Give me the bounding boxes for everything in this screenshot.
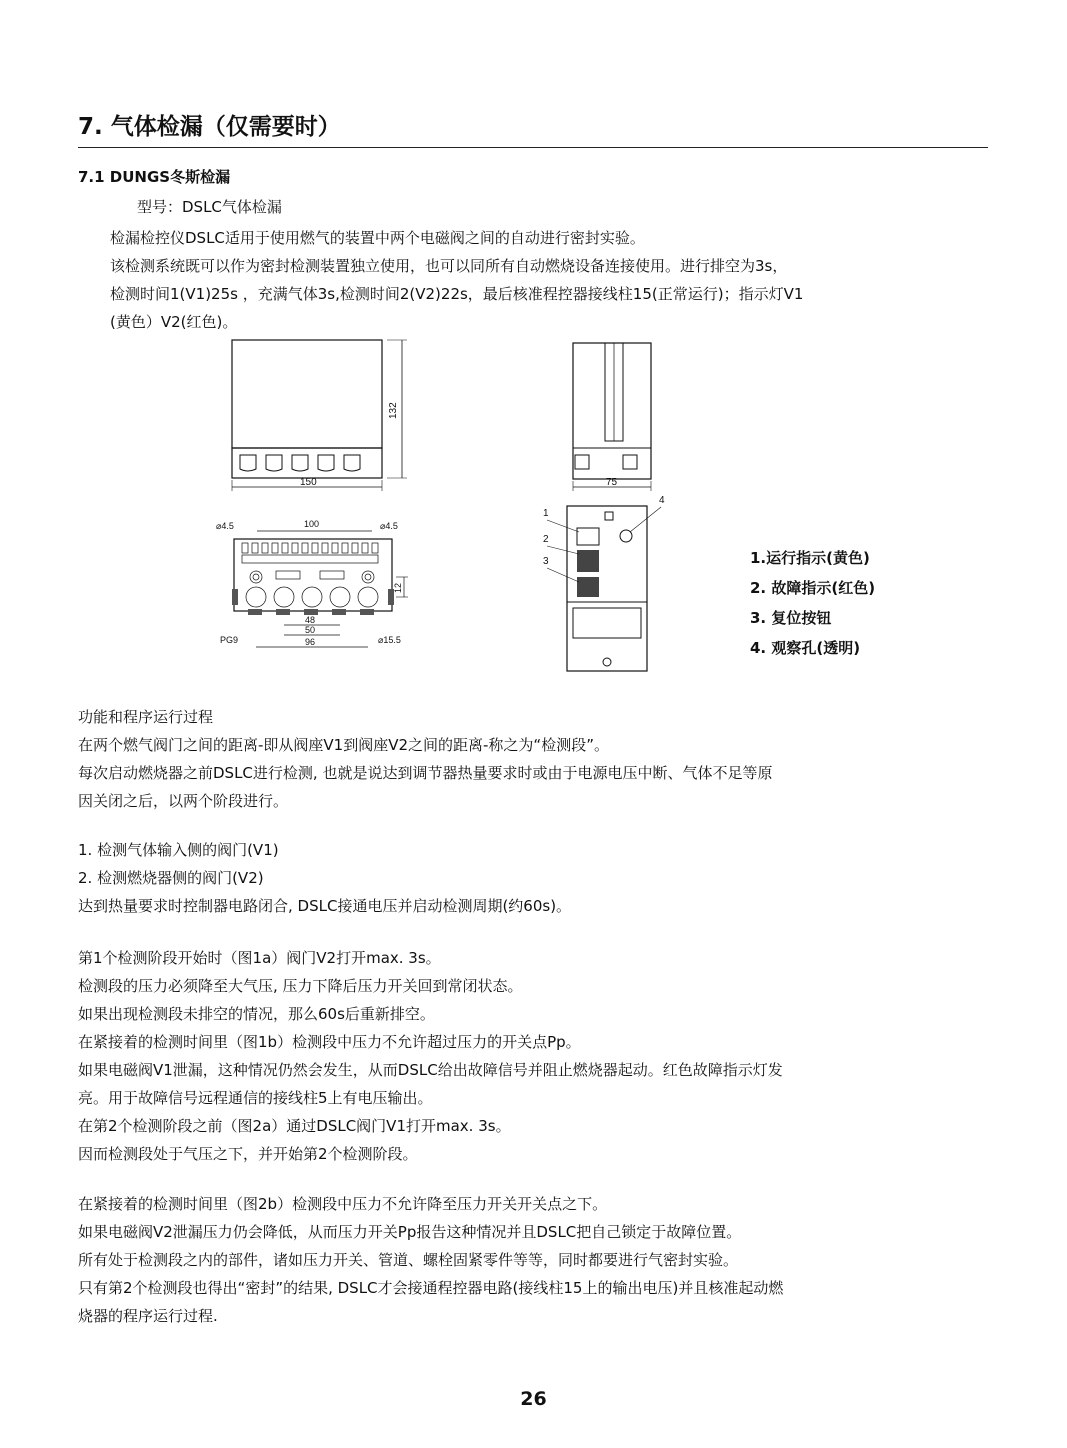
bottom-width-dim: 100 (304, 519, 320, 529)
body-line: 所有处于检测段之内的部件，诸如压力开关、管道、螺栓固紧零件等等，同时都要进行气密封实验。 (78, 1251, 739, 1269)
legend-item: 4. 观察孔(透明) (750, 639, 861, 657)
body-line: 2. 检测燃烧器侧的阀门(V2) (78, 869, 264, 887)
side-view-drawing (565, 335, 665, 495)
body-line: 亮。用于故障信号远程通信的接线柱5上有电压输出。 (78, 1089, 433, 1107)
hole-right-label: ⌀4.5 (380, 521, 398, 531)
body-line: 达到热量要求时控制器电路闭合, DSLC接通电压并启动检测周期(约60s)。 (78, 897, 572, 915)
body-line: 烧器的程序运行过程. (78, 1307, 218, 1325)
body-line: 每次启动燃烧器之前DSLC进行检测, 也就是说达到调节器热量要求时或由于电源电压中断、气体不足等原 (78, 764, 773, 782)
pitch-96-dim: 96 (305, 637, 316, 647)
offset-dim: 12 (393, 582, 403, 593)
callout-4: 4 (659, 495, 665, 506)
hole-left-label: ⌀4.5 (216, 521, 234, 531)
front-width-dim: 150 (300, 477, 317, 488)
body-line: 在紧接着的检测时间里（图2b）检测段中压力不允许降至压力开关开关点之下。 (78, 1195, 608, 1213)
side-width-dim: 75 (606, 477, 618, 488)
figure-legend (750, 543, 875, 663)
body-line: 因而检测段处于气压之下，并开始第2个检测阶段。 (78, 1145, 418, 1163)
front-height-dim: 132 (388, 402, 399, 419)
model-line: 型号：DSLC气体检漏 (137, 198, 282, 216)
steps-paragraph (78, 836, 571, 920)
body-line: 检测段的压力必须降至大气压, 压力下降后压力开关回到常闭状态。 (78, 977, 523, 995)
legend-item: 1.运行指示(黄色) (750, 549, 870, 567)
body-line: 如果电磁阀V1泄漏，这种情况仍然会发生，从而DSLC给出故障信号并阻止燃烧器起动。红色故障指示灯发 (78, 1061, 783, 1079)
pitch-50-dim: 50 (305, 625, 316, 635)
body-line: 第1个检测阶段开始时（图1a）阀门V2打开max. 3s。 (78, 949, 441, 967)
body-line: 只有第2个检测段也得出“密封”的结果, DSLC才会接通程控器电路(接线柱15上的输出电压)并且核准起动燃 (78, 1279, 784, 1297)
body-line: 在两个燃气阀门之间的距离-即从阀座V1到阀座V2之间的距离-称之为“检测段”。 (78, 736, 609, 754)
base-view-drawing (212, 515, 417, 655)
body-line: 如果出现检测段未排空的情况，那么60s后重新排空。 (78, 1005, 435, 1023)
front-panel-drawing (535, 492, 670, 677)
phase2-paragraph (78, 1190, 783, 1330)
body-line: 在第2个检测阶段之前（图2a）通过DSLC阀门V1打开max. 3s。 (78, 1117, 511, 1135)
intro-line: (黄色）V2(红色)。 (110, 313, 238, 331)
legend-item: 2. 故障指示(红色) (750, 579, 876, 597)
body-line: 在紧接着的检测时间里（图1b）检测段中压力不允许超过压力的开关点Pp。 (78, 1033, 581, 1051)
intro-paragraph (110, 224, 950, 336)
function-paragraph (78, 703, 772, 815)
front-view-drawing (222, 335, 412, 495)
pg-label: PG9 (220, 635, 239, 645)
body-line: 1. 检测气体输入侧的阀门(V1) (78, 841, 279, 859)
pitch-48-dim: 48 (305, 615, 316, 625)
intro-line: 检漏检控仪DSLC适用于使用燃气的装置中两个电磁阀之间的自动进行密封实验。 (110, 229, 645, 247)
section-title: 7. 气体检漏（仅需要时） (78, 108, 988, 148)
gland-dia-label: ⌀15.5 (378, 635, 401, 645)
legend-item: 3. 复位按钮 (750, 609, 832, 627)
callout-3: 3 (543, 556, 549, 567)
body-line: 因关闭之后，以两个阶段进行。 (78, 792, 289, 810)
body-line: 如果电磁阀V2泄漏压力仍会降低，从而压力开关Pp报告这种情况并且DSLC把自己锁定于故障位置。 (78, 1223, 742, 1241)
page-number: 26 (520, 1388, 547, 1410)
subsection-title: 7.1 DUNGS冬斯检漏 (78, 168, 231, 186)
callout-2: 2 (543, 534, 549, 545)
callout-1: 1 (543, 508, 549, 519)
phase1-paragraph (78, 944, 783, 1168)
intro-line: 该检测系统既可以作为密封检测装置独立使用，也可以同所有自动燃烧设备连接使用。进行排空为3s， (110, 257, 788, 275)
intro-line: 检测时间1(V1)25s ，充满气体3s,检测时间2(V2)22s，最后核准程控器接线柱15(正常运行)；指示灯V1 (110, 285, 804, 303)
function-heading: 功能和程序运行过程 (78, 708, 214, 726)
